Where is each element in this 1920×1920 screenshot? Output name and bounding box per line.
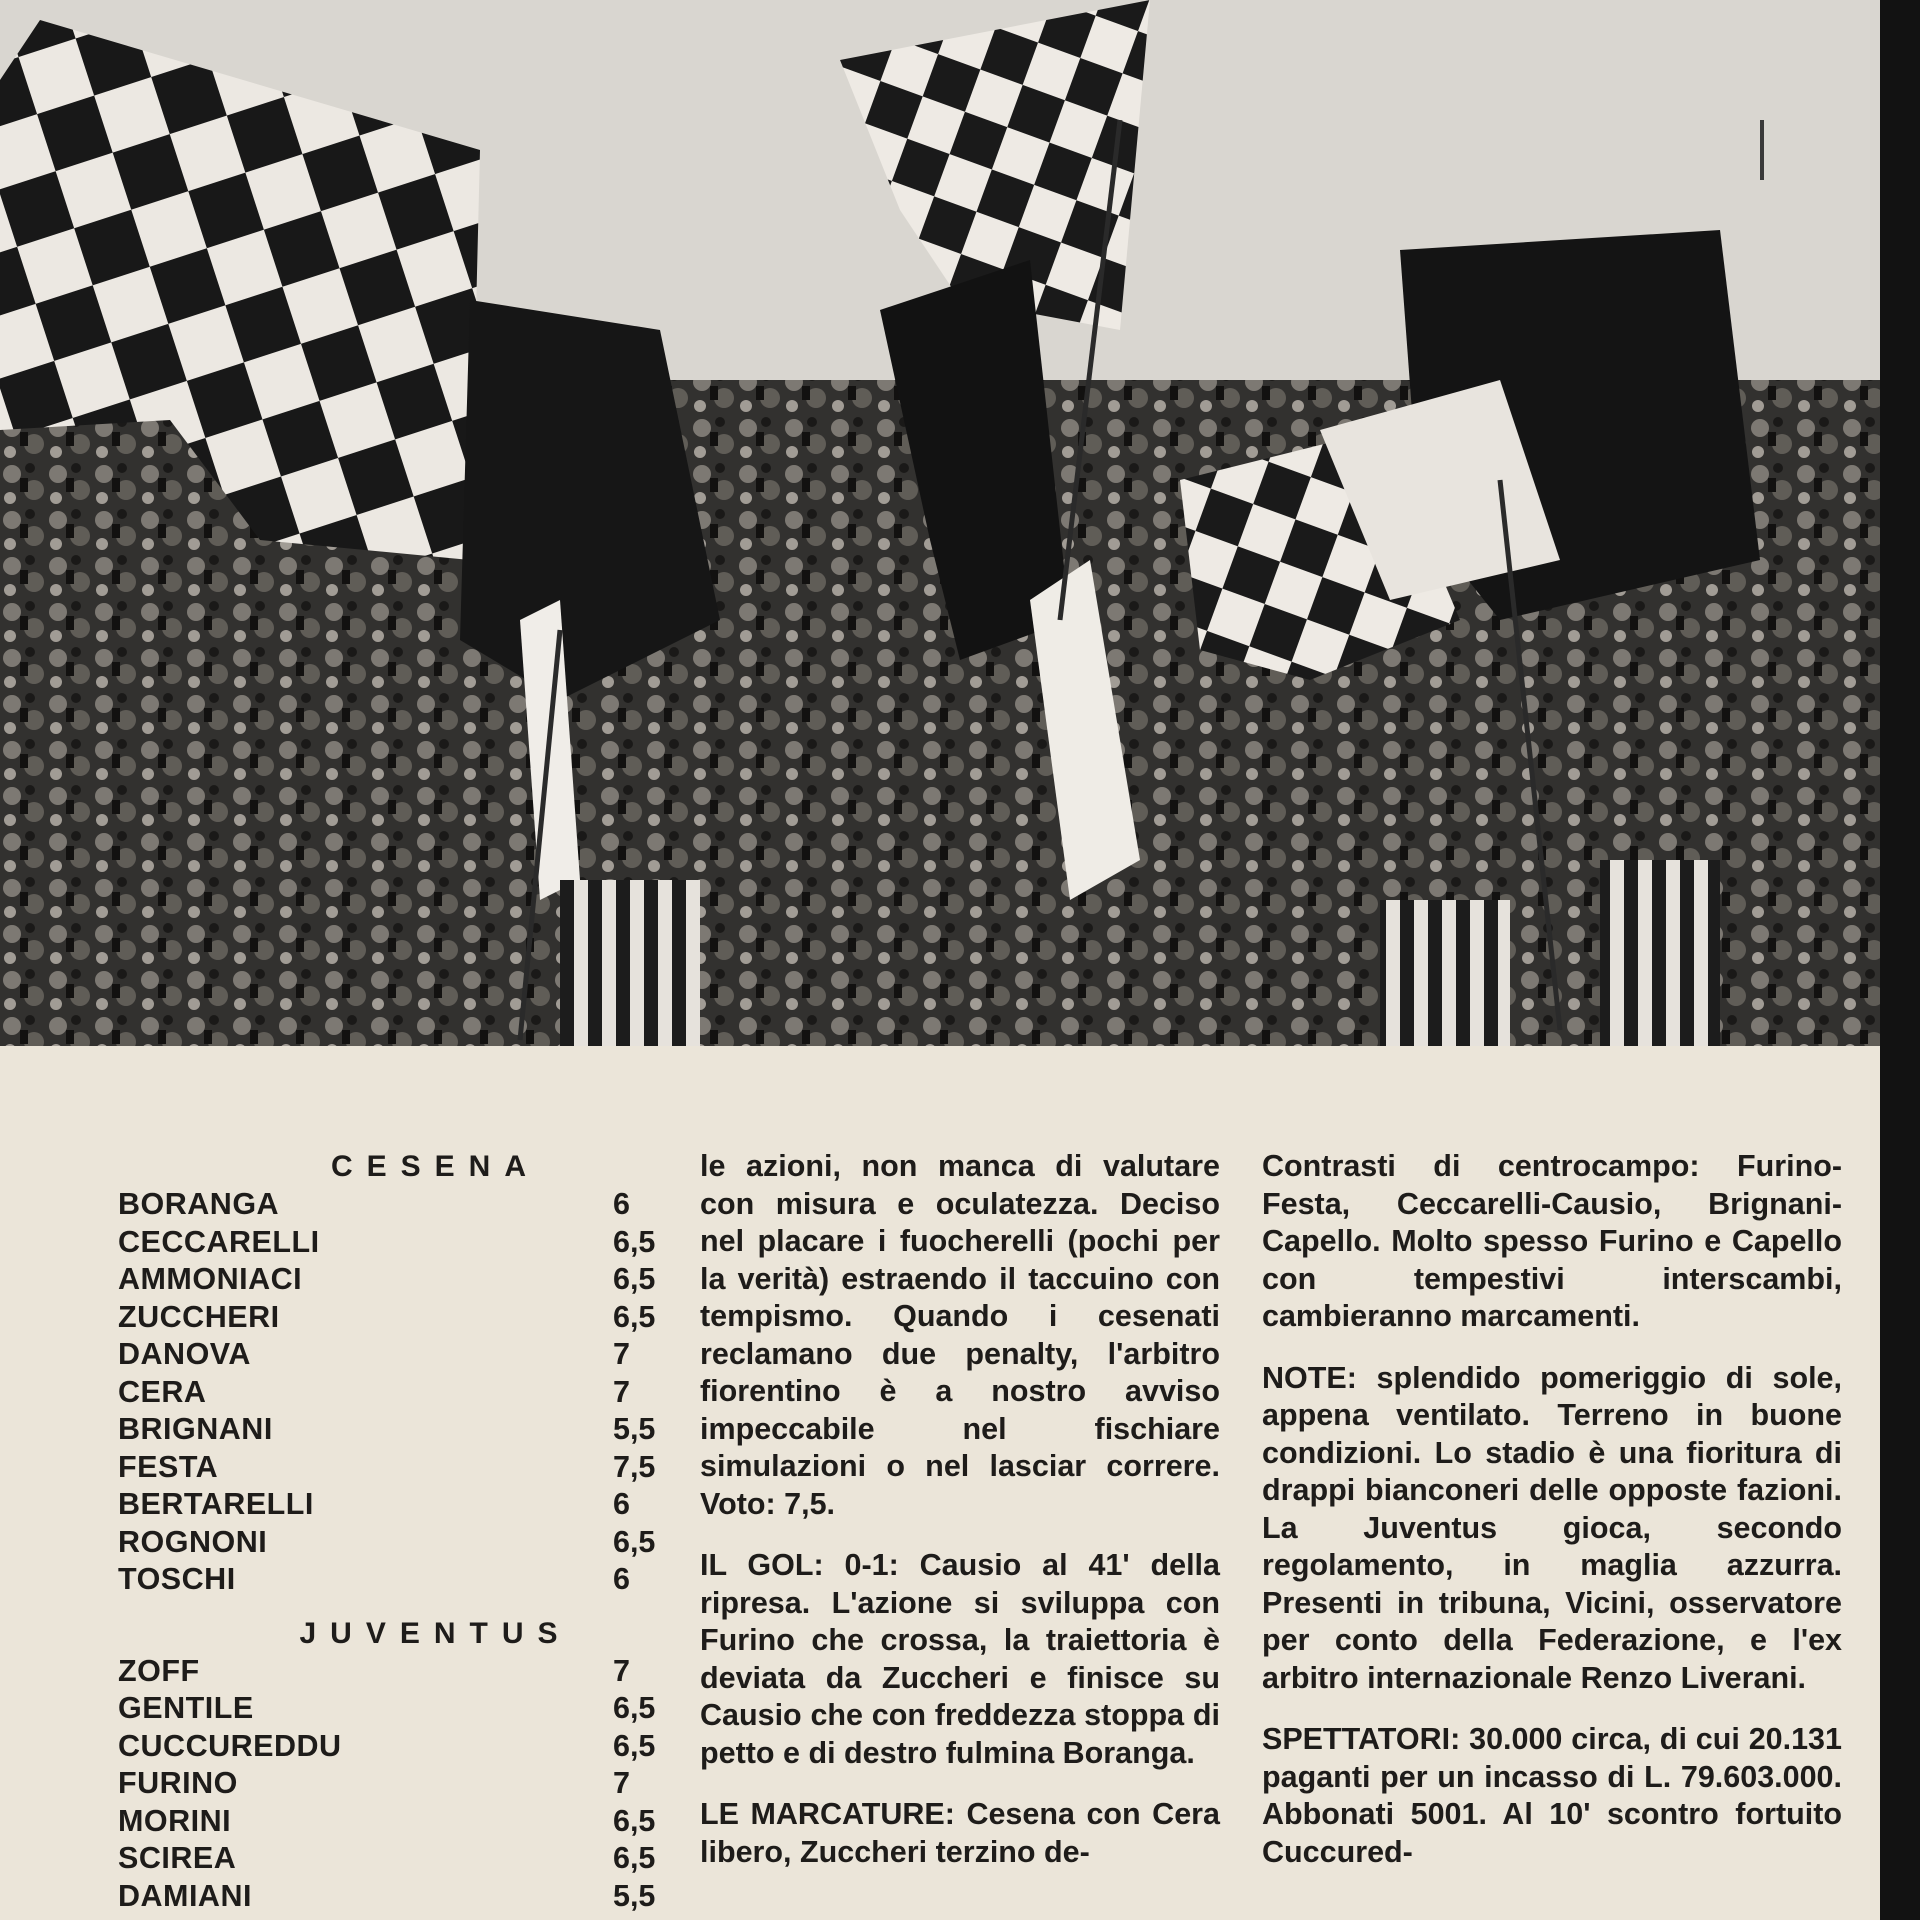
player-row	[118, 1524, 663, 1562]
player-name: CUCCUREDDU	[118, 1728, 342, 1763]
team-heading-juventus: JUVENTUS	[299, 1616, 572, 1650]
player-row	[118, 1186, 663, 1224]
player-name: MORINI	[118, 1803, 232, 1838]
page-edge-shadow	[1880, 0, 1920, 1920]
player-name: AMMONIACI	[118, 1262, 303, 1296]
player-name: GENTILE	[118, 1691, 254, 1725]
player-row	[118, 1224, 663, 1262]
gol-lead: IL GOL:	[700, 1548, 824, 1582]
player-row	[118, 1299, 663, 1337]
player-vote: 7	[613, 1337, 630, 1371]
player-vote: 7,5	[613, 1449, 656, 1484]
player-row	[118, 1878, 663, 1916]
player-vote: 6,5	[613, 1728, 656, 1763]
player-row	[118, 1803, 663, 1841]
player-row	[118, 1449, 663, 1487]
player-row	[118, 1728, 663, 1766]
player-vote: 6,5	[613, 1524, 656, 1559]
player-vote: 5,5	[613, 1878, 656, 1913]
team-heading-cesena: CESENA	[330, 1150, 541, 1183]
player-row	[118, 1374, 663, 1412]
player-name: CERA	[118, 1374, 207, 1409]
player-row	[118, 1840, 663, 1878]
note-paragraph	[1262, 1360, 1842, 1698]
player-name: ZUCCHERI	[118, 1299, 280, 1334]
player-name: BRIGNANI	[118, 1412, 273, 1446]
player-row	[118, 1690, 663, 1728]
player-row	[118, 1336, 663, 1374]
spettatori-lead: SPETTATORI:	[1262, 1722, 1461, 1756]
marcature-lead: LE MARCATURE:	[700, 1797, 955, 1831]
player-vote: 6,5	[613, 1262, 656, 1296]
player-name: DAMIANI	[118, 1878, 252, 1913]
note-lead: NOTE:	[1262, 1360, 1357, 1395]
player-vote: 6,5	[613, 1803, 656, 1838]
player-row	[118, 1261, 663, 1299]
arbitro-paragraph: le azioni, non manca di valutare con misura e oculatezza. Deciso nel placare i fuocherelli (pochi per la verità) estraendo il taccuino con tempismo. Quando i cesenati reclamano due penalty, l'arbitro fiorentino è a nostro avviso impeccabile nel fischiare simulazioni o nel lasciar correre. Voto: 7,5.	[700, 1149, 1220, 1521]
player-row	[118, 1561, 663, 1599]
article-text-area	[0, 1046, 1880, 1920]
player-name: DANOVA	[118, 1337, 251, 1371]
player-vote: 6	[613, 1562, 630, 1596]
marcature-text: Cesena con Cera libero, Zuccheri terzino de-	[700, 1797, 1220, 1869]
player-name: ROGNONI	[118, 1524, 268, 1559]
player-row	[118, 1486, 663, 1524]
player-row	[118, 1653, 663, 1691]
player-name: BERTARELLI	[118, 1487, 314, 1521]
player-name: CECCARELLI	[118, 1224, 320, 1259]
player-name: ZOFF	[118, 1653, 200, 1688]
player-vote: 7	[613, 1766, 630, 1800]
right-article-column	[1262, 1148, 1842, 1895]
note-text: splendido pomeriggio di sole, appena ventilato. Terreno in buone condizioni. Lo stadio è una fioritura di drappi bianconeri delle opposte fazioni. La Juventus gioca, secondo regolamento, in maglia azzurra. Presenti in tribuna, Vicini, osservatore per conto della Federazione, e l'ex arbitro internazionale Renzo Liverani.	[1262, 1360, 1842, 1695]
player-vote: 6	[613, 1487, 630, 1521]
player-vote: 6,5	[613, 1841, 656, 1875]
player-row	[118, 1411, 663, 1449]
spettatori-text: 30.000 circa, di cui 20.131 paganti per un incasso di L. 79.603.000. Abbonati 5001. Al 10' scontro fortuito Cuccured-	[1262, 1722, 1842, 1869]
player-name: SCIREA	[118, 1841, 237, 1875]
marcature-paragraph	[700, 1796, 1220, 1871]
player-vote: 5,5	[613, 1412, 656, 1446]
player-vote: 6,5	[613, 1299, 656, 1334]
gol-paragraph	[700, 1547, 1220, 1772]
spettatori-paragraph	[1262, 1721, 1842, 1871]
gol-text: 0-1: Causio al 41' della ripresa. L'azione si sviluppa con Furino che crossa, la traiettoria è deviata da Zuccheri e finisce su Causio che con freddezza stoppa di petto e di destro fulmina Boranga.	[700, 1548, 1220, 1770]
player-name: FURINO	[118, 1766, 238, 1800]
middle-article-column	[700, 1148, 1220, 1895]
player-vote: 7	[613, 1653, 630, 1688]
player-row	[118, 1765, 663, 1803]
player-vote: 6,5	[613, 1691, 656, 1725]
lineups-column	[118, 1148, 663, 1915]
player-name: TOSCHI	[118, 1562, 236, 1596]
player-vote: 6	[613, 1187, 630, 1221]
player-vote: 7	[613, 1374, 630, 1409]
player-name: FESTA	[118, 1449, 219, 1484]
player-vote: 6,5	[613, 1224, 656, 1259]
player-name: BORANGA	[118, 1187, 280, 1221]
contrasti-paragraph: Contrasti di centrocampo: Furino-Festa, Ceccarelli-Causio, Brignani-Capello. Molto spesso Furino e Capello con tempestivi interscambi, cambieranno marcamenti.	[1262, 1149, 1842, 1333]
